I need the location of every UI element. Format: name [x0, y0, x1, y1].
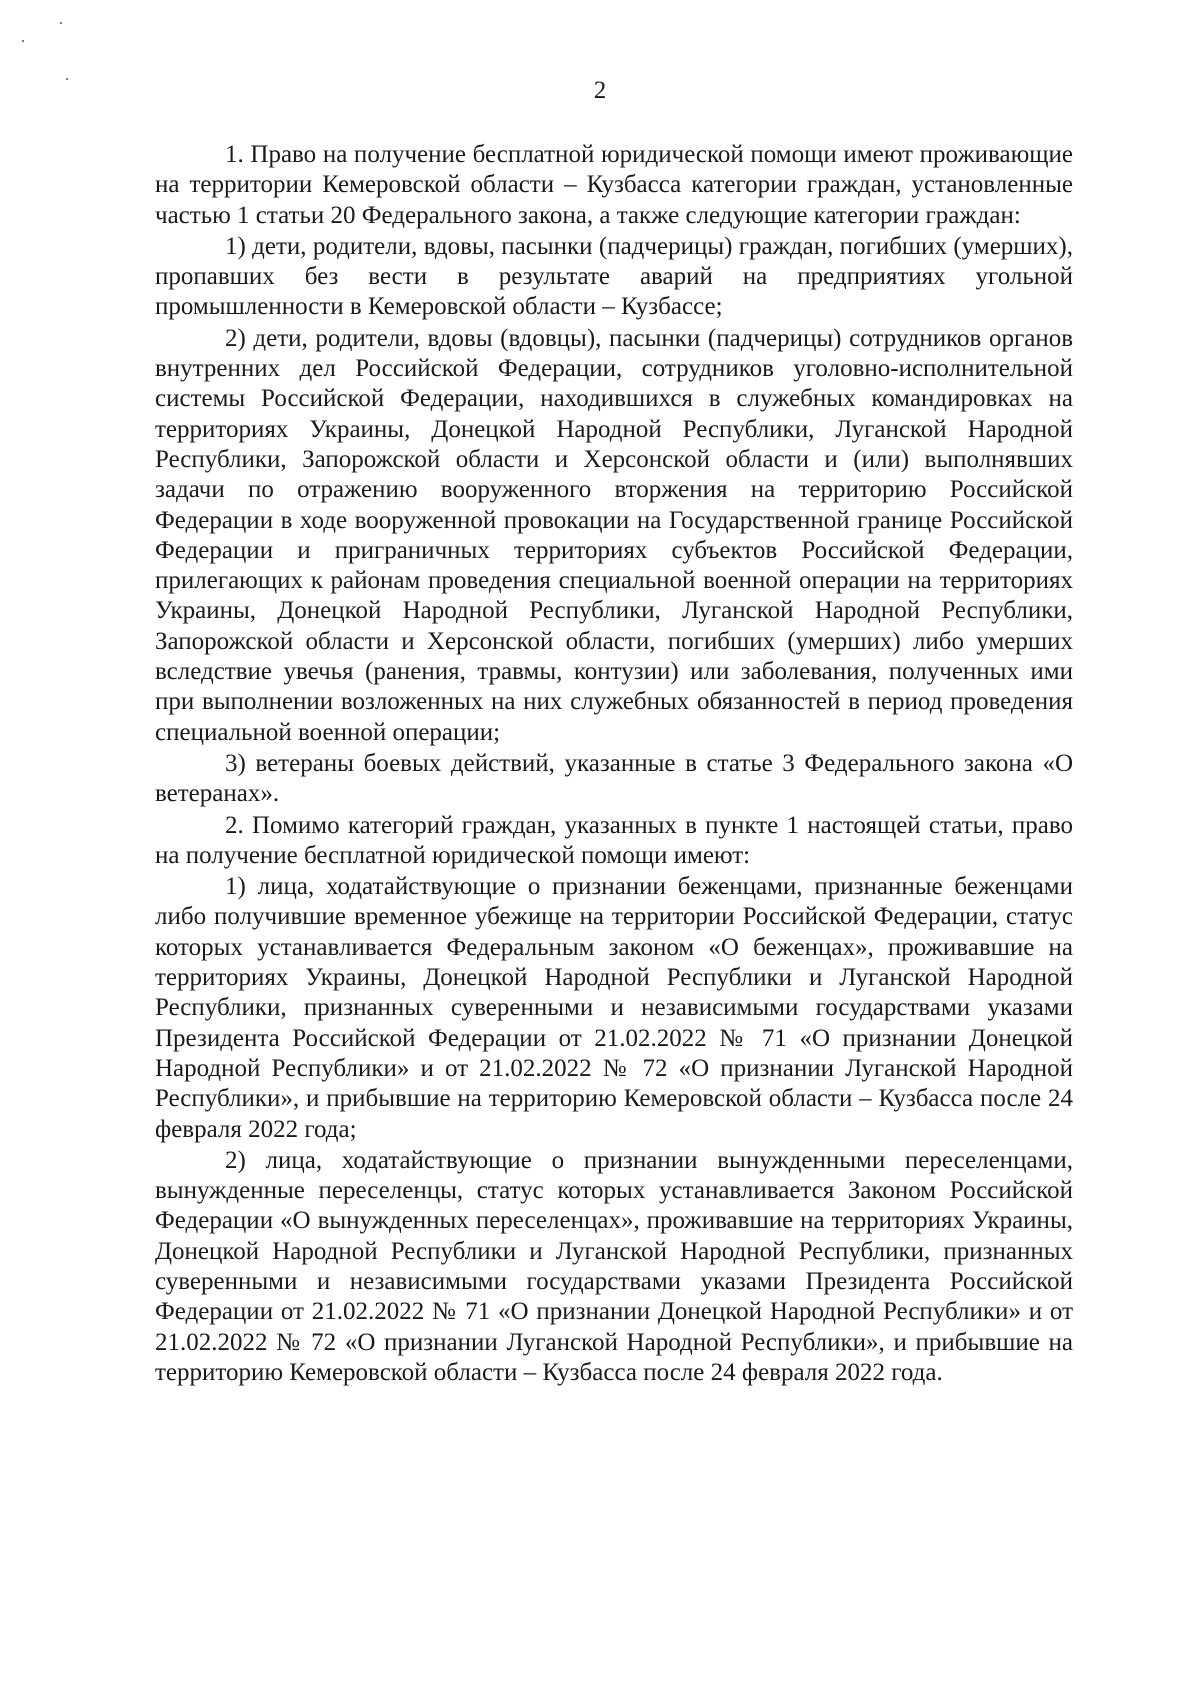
paragraph-1: 1. Право на получение бесплатной юридической помощи имеют проживающие на территории Кемеровской области – Кузбасса категории граждан, установленные частью 1 статьи 20 Федерального закона, а также следующие категории граждан: — [155, 141, 1073, 229]
paragraph-1-item-2: 2) дети, родители, вдовы (вдовцы), пасынки (падчерицы) сотрудников органов внутренних дел Российской Федерации, сотрудников уголовно-исполнительной системы Российской Федерации, находившихся в служебных командировках на территориях Украины, Донецкой Народной Республики, Луганской Народной Республики, Запорожской области и Херсонской области и (или) выполнявших задачи по отражению вооруженного вторжения на территорию Российской Федерации в ходе вооруженной провокации на Государственной границе Российской Федерации и приграничных территориях субъектов Российской Федерации, прилегающих к районам проведения специальной военной операции на территориях Украины, Донецкой Народной Республики, Луганской Народной Республики, Запорожской области и Херсонской области, погибших (умерших) либо умерших вследствие увечья (ранения, травмы, контузии) или заболевания, полученных ими при выполнении возложенных на них служебных обязанностей в период проведения специальной военной операции; — [155, 324, 1073, 746]
page-number: 2 — [593, 77, 607, 104]
document-body — [155, 140, 1073, 1389]
scan-speck — [60, 22, 62, 24]
paragraph-1-item-3: 3) ветераны боевых действий, указанные в статье 3 Федерального закона «О ветеранах». — [155, 749, 1073, 808]
paragraph-1-item-1: 1) дети, родители, вдовы, пасынки (падчерицы) граждан, погибших (умерших), пропавших без вести в результате аварий на предприятиях угольной промышленности в Кемеровской области – Кузбассе; — [155, 232, 1073, 321]
paragraph-2-item-1: 1) лица, ходатайствующие о признании беженцами, признанные беженцами либо получившие временное убежище на территории Российской Федерации, статус которых устанавливается Федеральным законом «О беженцах», проживавшие на территориях Украины, Донецкой Народной Республики и Луганской Народной Республики, признанных суверенными и независимыми государствами указами Президента Российской Федерации от 21.02.2022 № 71 «О признании Донецкой Народной Республики» и от 21.02.2022 № 72 «О признании Луганской Народной Республики», и прибывшие на территорию Кемеровской области – Кузбасса после 24 февраля 2022 года; — [155, 873, 1073, 1143]
paragraph-2-item-2: 2) лица, ходатайствующие о признании вынужденными переселенцами, вынужденные переселенцы, статус которых устанавливается Законом Российской Федерации «О вынужденных переселенцах», проживавшие на территориях Украины, Донецкой Народной Республики и Луганской Народной Республики, признанных суверенными и независимыми государствами указами Президента Российской Федерации от 21.02.2022 № 71 «О признании Донецкой Народной Республики» и от 21.02.2022 № 72 «О признании Луганской Народной Республики», и прибывшие на территорию Кемеровской области – Кузбасса после 24 февраля 2022 года. — [155, 1146, 1073, 1386]
paragraph-2: 2. Помимо категорий граждан, указанных в пункте 1 настоящей статьи, право на получение бесплатной юридической помощи имеют: — [155, 811, 1073, 869]
scan-speck — [22, 40, 24, 42]
